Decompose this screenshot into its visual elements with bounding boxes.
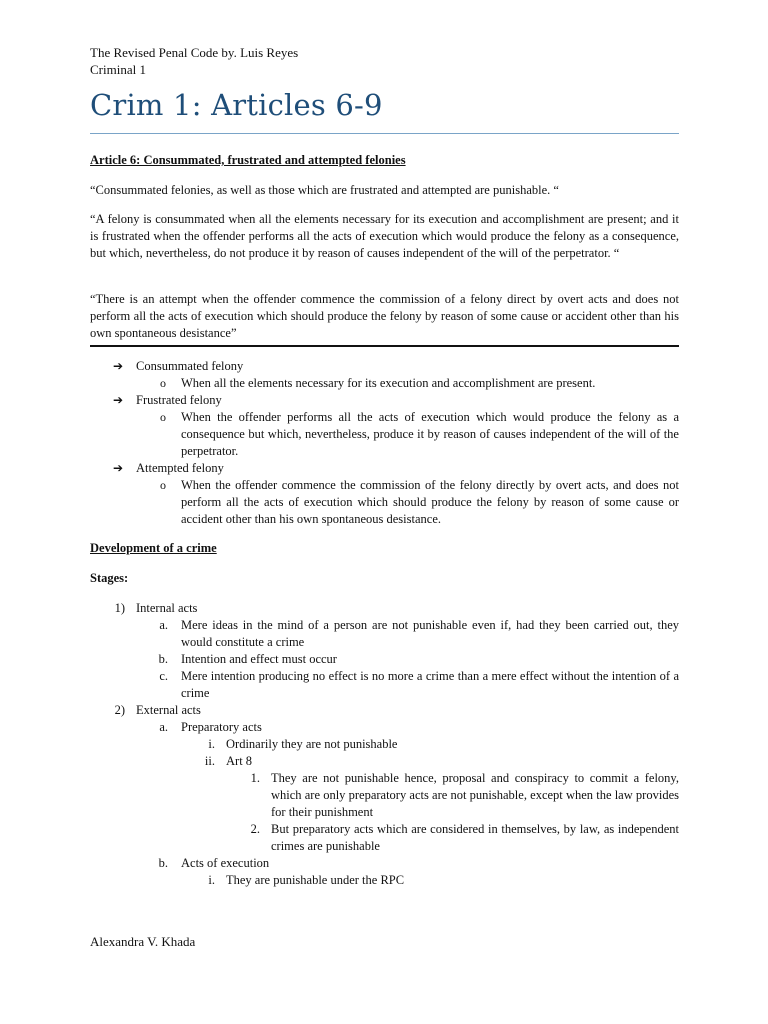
list-number: 1) bbox=[114, 601, 125, 615]
list-marker: i. bbox=[208, 873, 215, 887]
list-marker: a. bbox=[159, 720, 168, 734]
page-title: Crim 1: Articles 6-9 bbox=[90, 88, 383, 122]
document-header-source: The Revised Penal Code by. Luis Reyes bbox=[90, 45, 299, 60]
list-number: 2) bbox=[114, 703, 125, 717]
title-underline-rule bbox=[90, 133, 679, 134]
list-marker: a. bbox=[159, 618, 168, 632]
list-marker: 2. bbox=[250, 822, 260, 836]
art8-item-1: They are not punishable hence, proposal and conspiracy to commit a felony, which are only preparatory acts are not punishable, except when the law provides for their punishment bbox=[271, 771, 679, 819]
stages-label: Stages: bbox=[90, 571, 129, 585]
list-marker: ii. bbox=[204, 754, 215, 768]
arrow-bullet-icon: ➔ bbox=[113, 393, 124, 407]
document-footer-author: Alexandra V. Khada bbox=[90, 934, 196, 949]
article-6-paragraph-3: “There is an attempt when the offender commence the commission of a felony direct by overt acts and does not perform all the acts of execution which should produce the felony by reason of some cause or accident other than his own spontaneous desistance” bbox=[90, 292, 679, 340]
felony-item-frustrated: Frustrated felony bbox=[136, 393, 222, 407]
execution-item-i: They are punishable under the RPC bbox=[226, 873, 405, 887]
list-marker: b. bbox=[158, 856, 168, 870]
arrow-bullet-icon: ➔ bbox=[113, 359, 124, 373]
internal-item-c: Mere intention producing no effect is no more a crime than a mere effect without the intention of a crime bbox=[181, 669, 679, 700]
stage-internal-acts: Internal acts bbox=[136, 601, 198, 615]
circle-bullet-icon: o bbox=[160, 478, 166, 492]
list-marker: b. bbox=[158, 652, 168, 666]
internal-item-a: Mere ideas in the mind of a person are not punishable even if, had they been carried out, they would constitute a crime bbox=[181, 618, 679, 649]
document-header-course: Criminal 1 bbox=[90, 62, 146, 77]
article-6-heading: Article 6: Consummated, frustrated and attempted felonies bbox=[90, 153, 406, 167]
article-6-paragraph-2: “A felony is consummated when all the elements necessary for its execution and accomplishment are present; and it is frustrated when the offender performs all the acts of execution which would produce the felony as a consequence, but which, nevertheless, do not produce it by reason of causes independent of the will of the perpetrator. “ bbox=[90, 212, 679, 260]
development-heading: Development of a crime bbox=[90, 541, 217, 555]
section-divider bbox=[90, 345, 679, 347]
circle-bullet-icon: o bbox=[160, 376, 166, 390]
art8-item-2: But preparatory acts which are considered in themselves, by law, as independent crimes are punishable bbox=[271, 822, 679, 853]
circle-bullet-icon: o bbox=[160, 410, 166, 424]
external-preparatory-acts: Preparatory acts bbox=[181, 720, 262, 734]
felony-detail-frustrated: When the offender performs all the acts of execution which would produce the felony as a consequence but which, nevertheless, produce it by reason of causes independent of the will of the perpetrator. bbox=[181, 410, 679, 458]
article-6-paragraph-1: “Consummated felonies, as well as those which are frustrated and attempted are punishable. “ bbox=[90, 183, 559, 197]
list-marker: c. bbox=[159, 669, 168, 683]
list-marker: i. bbox=[208, 737, 215, 751]
felony-item-consummated: Consummated felony bbox=[136, 359, 244, 373]
felony-detail-attempted: When the offender commence the commission of the felony directly by overt acts, and does not perform all the acts of execution which should produce the felony by reason of some cause or accident other than his own spontaneous desistance. bbox=[181, 478, 679, 526]
external-acts-of-execution: Acts of execution bbox=[181, 856, 270, 870]
stage-external-acts: External acts bbox=[136, 703, 201, 717]
felony-item-attempted: Attempted felony bbox=[136, 461, 224, 475]
internal-item-b: Intention and effect must occur bbox=[181, 652, 337, 666]
arrow-bullet-icon: ➔ bbox=[113, 461, 124, 475]
felony-detail-consummated: When all the elements necessary for its execution and accomplishment are present. bbox=[181, 376, 596, 390]
list-marker: 1. bbox=[250, 771, 260, 785]
preparatory-item-i: Ordinarily they are not punishable bbox=[226, 737, 398, 751]
preparatory-item-ii: Art 8 bbox=[226, 754, 253, 768]
